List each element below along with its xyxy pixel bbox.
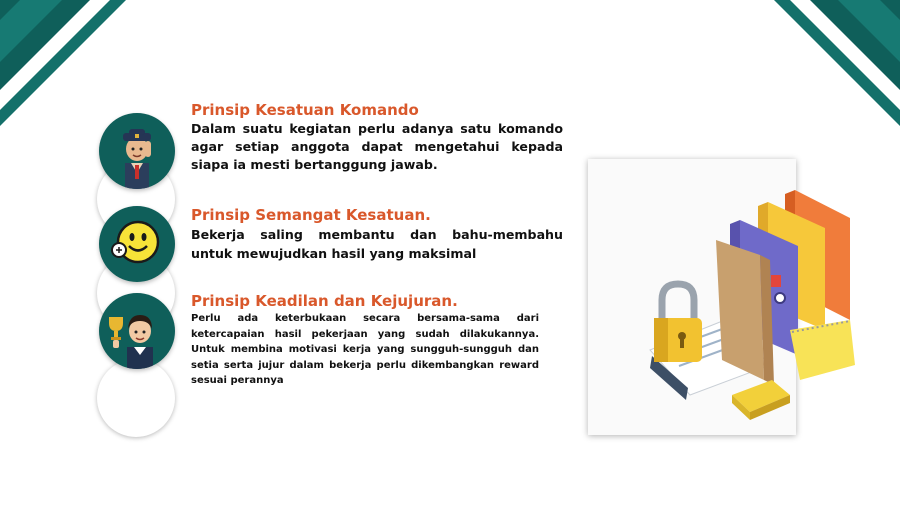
principle-title: Prinsip Semangat Kesatuan. [191, 206, 431, 224]
binders-documents-padlock-illustration [640, 180, 855, 430]
principle-title: Prinsip Keadilan dan Kejujuran. [191, 292, 458, 310]
principle-item [191, 100, 563, 174]
captain-character-icon [99, 113, 175, 189]
principle-text: Perlu ada keterbukaan secara bersama-sama dari ketercapaian hasil pekerjaan yang sudah dilakukannya. Untuk membina motivasi kerja yang sungguh-sungguh dan setia serta jujur dalam bekerja perlu dikembangkan reward sesuai perannya [191, 313, 539, 386]
corner-decoration-right [760, 0, 900, 140]
principle-title: Prinsip Kesatuan Komando [191, 101, 419, 119]
principle-text: Bekerja saling membantu dan bahu-membahu untuk mewujudkan hasil yang maksimal [191, 227, 563, 261]
smiley-thumbs-up-icon [99, 206, 175, 282]
trophy-person-icon [99, 293, 175, 369]
principle-text: Dalam suatu kegiatan perlu adanya satu komando agar setiap anggota dapat mengetahui kepada siapa ia mesti bertanggung jawab. [191, 121, 563, 172]
principle-item [191, 291, 539, 389]
principle-item [191, 205, 563, 263]
decorative-circle [97, 359, 175, 437]
